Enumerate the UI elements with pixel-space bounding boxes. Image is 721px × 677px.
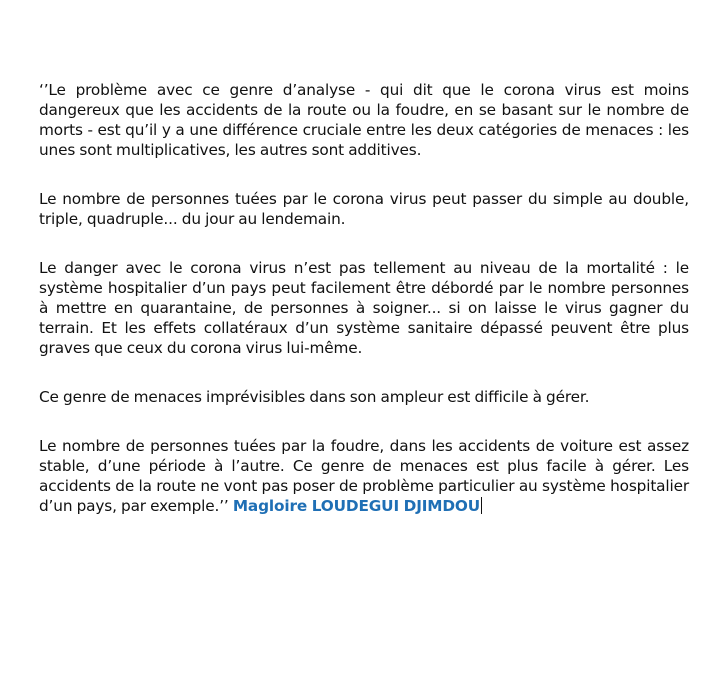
paragraph-3: Le danger avec le corona virus n’est pas tellement au niveau de la mortalité : le système hospitalier d’un pays peut facilement être débordé par le nombre personnes à mettre en quarantaine, de personnes à soigner... si on laisse le virus gagner du terrain. Et les effets collatéraux d’un système sanitaire dépassé peuvent être plus graves que ceux du corona virus lui-même. [39, 259, 689, 357]
paragraph-4: Ce genre de menaces imprévisibles dans son ampleur est difficile à gérer. [39, 388, 590, 406]
paragraph-5-text: Le nombre de personnes tuées par la foudre, dans les accidents de voiture est assez stable, d’une période à l’autre. Ce genre de menaces est plus facile à gérer. Les accidents de la route ne vont pas poser de problème particulier au système hospitalier d’un pays, par exemple.’’ [39, 437, 689, 515]
paragraph-5 [39, 436, 689, 516]
paragraph-1: ‘’Le problème avec ce genre d’analyse - qui dit que le corona virus est moins dangereux que les accidents de la route ou la foudre, en se basant sur le nombre de morts - est qu’il y a une différence cruciale entre les deux catégories de menaces : les unes sont multiplicatives, les autres sont additives. [39, 81, 689, 159]
document-body[interactable] [39, 80, 689, 545]
author-name: Magloire LOUDEGUI DJIMDOU [232, 497, 481, 515]
text-cursor [481, 497, 482, 514]
paragraph-2: Le nombre de personnes tuées par le corona virus peut passer du simple au double, triple, quadruple... du jour au lendemain. [39, 190, 689, 228]
